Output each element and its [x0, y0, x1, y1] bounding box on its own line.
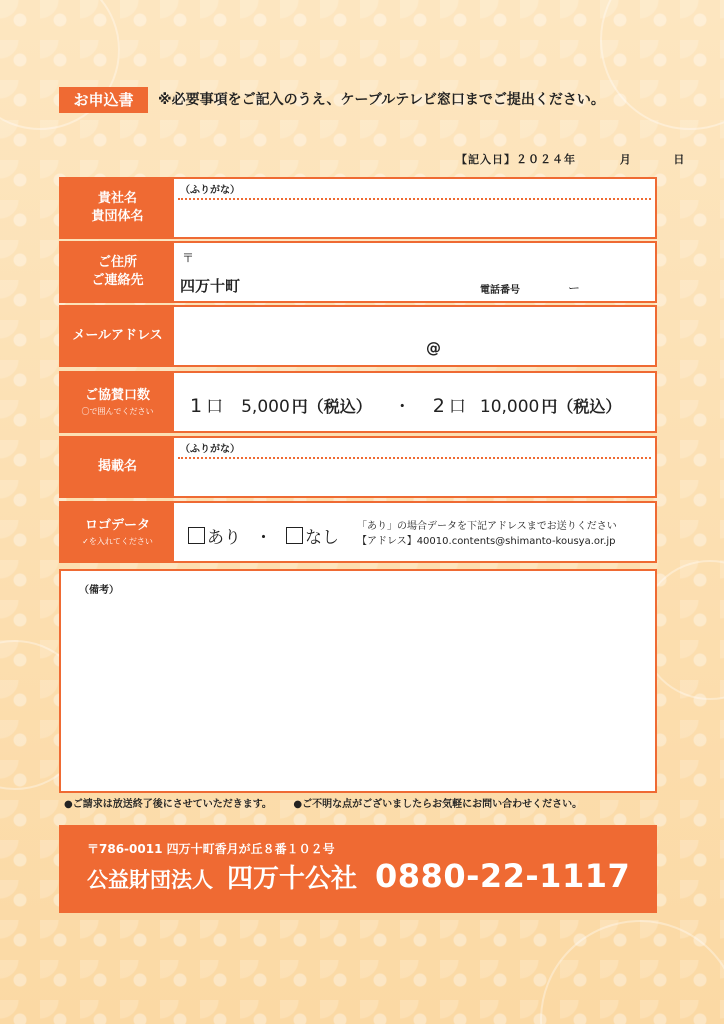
listing-furigana-label: （ふりがな）: [180, 444, 240, 455]
listing-label: [61, 438, 174, 496]
org-type: 公益財団法人: [87, 868, 213, 892]
entry-date-label: 【記入日】２０２４年: [456, 153, 576, 166]
footer-notes: [64, 795, 600, 810]
address-row: [59, 241, 657, 303]
units-separator: ・: [393, 397, 411, 417]
logo-yes-checkbox[interactable]: [188, 527, 205, 544]
units-label: [61, 373, 174, 431]
billing-note: ●ご請求は放送終了後にさせていただきます。: [64, 799, 272, 810]
email-label-text: メールアドレス: [72, 328, 163, 343]
company-furigana-label: （ふりがな）: [180, 185, 240, 196]
units-option-1[interactable]: [190, 392, 372, 417]
logo-note-line1: 「あり」の場合データを下記アドレスまでお送りください: [357, 521, 617, 532]
logo-label: [61, 503, 174, 561]
tel-separator: ー: [568, 281, 581, 295]
logo-note: [357, 519, 617, 549]
furigana-divider: [178, 198, 651, 200]
listing-label-text: 掲載名: [97, 459, 137, 474]
company-label-line1: 貴社名: [97, 191, 137, 206]
address-label-line1: ご住所: [97, 255, 137, 270]
logo-no-label: なし: [305, 528, 339, 548]
email-at-sign: @: [426, 339, 441, 357]
units-row: [59, 371, 657, 433]
entry-date: [456, 151, 689, 167]
units-option-2-price: 10,000: [479, 397, 540, 417]
units-option-2-unit: 口: [448, 397, 466, 417]
units-option-1-yen: 円: [291, 397, 308, 416]
submission-notice: ※必要事項をご記入のうえ、ケーブルテレビ窓口までご提出ください。: [158, 92, 605, 108]
email-field[interactable]: [174, 307, 655, 365]
town-name: 四万十町: [180, 277, 241, 295]
entry-date-day: 日: [673, 153, 686, 166]
contact-block: [59, 825, 657, 913]
entry-date-month: 月: [619, 153, 632, 166]
furigana-divider: [178, 457, 651, 459]
units-option-2-yen: 円: [541, 397, 558, 416]
org-phone: 0880-22-1117: [375, 857, 631, 895]
memo-box[interactable]: [59, 569, 657, 793]
company-label: [61, 179, 174, 237]
org-address: 〒786-0011 四万十町香月が丘８番１０２号: [87, 842, 335, 856]
listing-row: [59, 436, 657, 498]
background-pattern: [540, 920, 724, 1024]
units-field: [174, 373, 655, 431]
units-option-2[interactable]: [433, 392, 622, 417]
company-label-line2: 貴団体名: [91, 209, 144, 224]
address-label: [61, 243, 174, 301]
units-label-text: ご協賛口数: [84, 387, 150, 403]
logo-yes-label: あり: [207, 528, 241, 548]
units-option-1-tax: （税込）: [307, 397, 372, 416]
logo-no-checkbox[interactable]: [286, 527, 303, 544]
logo-row: [59, 501, 657, 563]
company-row: [59, 177, 657, 239]
memo-label: （備考）: [79, 585, 119, 596]
units-sublabel: 〇で囲んでください: [81, 406, 154, 416]
address-field[interactable]: [174, 243, 655, 301]
listing-field[interactable]: [174, 438, 655, 496]
form-title-tag: お申込書: [59, 87, 148, 113]
units-option-2-count: 2: [432, 395, 445, 417]
logo-field: [174, 503, 655, 561]
company-field[interactable]: [174, 179, 655, 237]
units-option-1-unit: 口: [206, 397, 224, 417]
units-option-1-count: 1: [190, 395, 203, 417]
address-label-line2: ご連絡先: [91, 273, 144, 288]
email-row: [59, 305, 657, 367]
logo-label-text: ロゴデータ: [84, 517, 150, 533]
inquiry-note: ●ご不明な点がございましたらお気軽にお問い合わせください。: [293, 799, 583, 810]
org-name: 四万十公社: [227, 864, 358, 894]
units-option-1-price: 5,000: [241, 397, 290, 417]
tel-label: 電話番号: [480, 285, 520, 296]
logo-sublabel: ✓を入れてください: [82, 536, 153, 546]
logo-note-address: 【アドレス】40010.contents@shimanto-kousya.or.jp: [357, 536, 616, 547]
email-label: [61, 307, 174, 365]
org-line: [87, 857, 630, 895]
logo-separator: ・: [255, 528, 272, 548]
background-pattern: [600, 0, 724, 130]
units-option-2-tax: （税込）: [557, 397, 622, 416]
postal-mark: 〒: [182, 251, 195, 265]
